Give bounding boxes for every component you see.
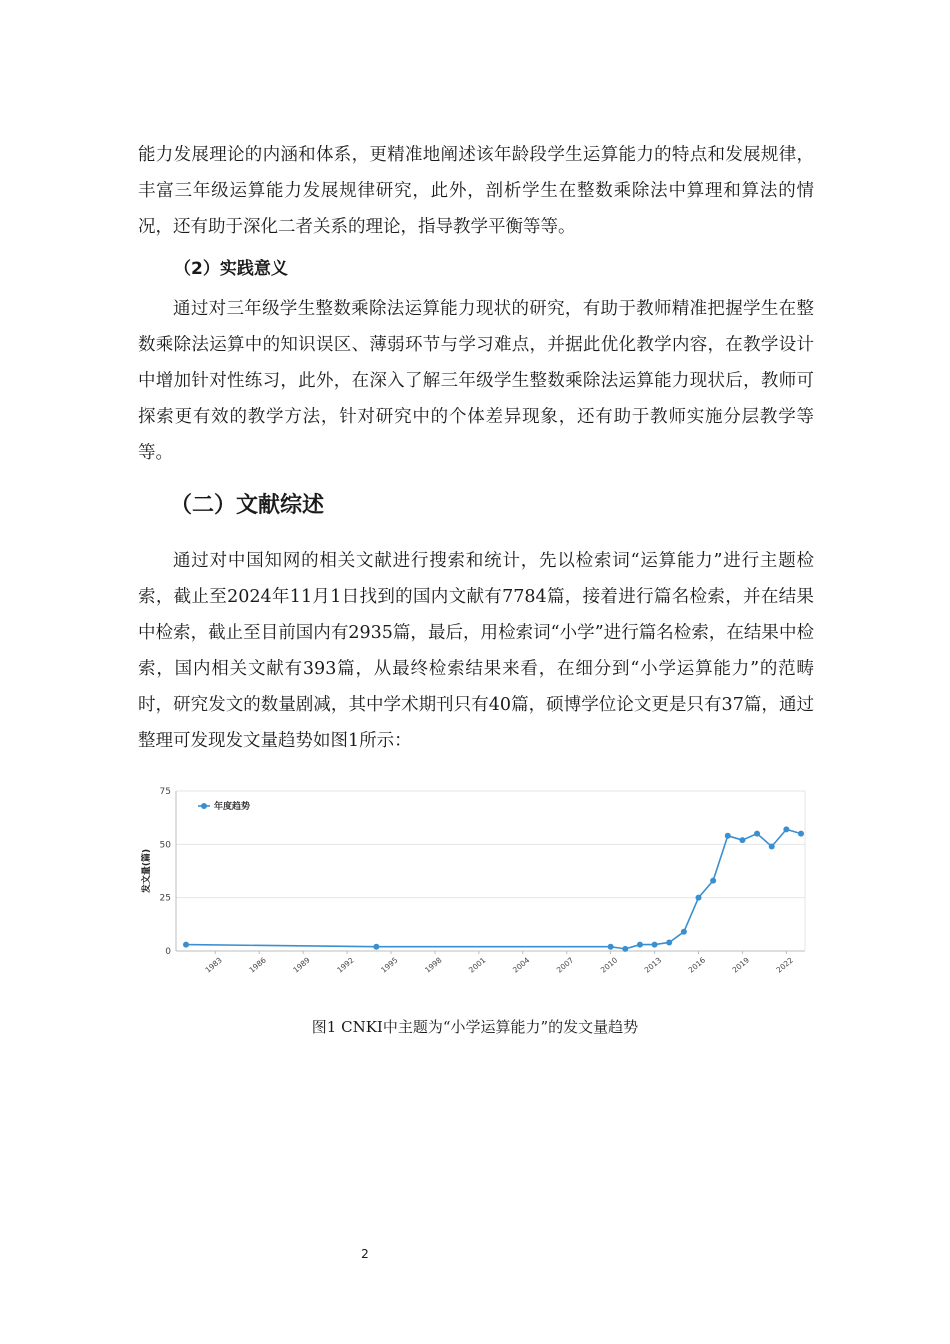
y-tick-label: 25	[159, 893, 171, 904]
paragraph-literature: 通过对中国知网的相关文献进行搜索和统计，先以检索词“运算能力”进行主题检索，截止至2024年11月1日找到的国内文献有7784篇，接着进行篇名检索，并在结果中检索，截止至目前国内有2935篇，最后，用检索词“小学”进行篇名检索，在结果中检索，国内相关文献有393篇，从最终检索结果来看，在细分到“小学运算能力”的范畴时，研究发文的数量剧减，其中学术期刊只有40篇，硕博学位论文更是只有37篇，通过整理可发现发文量趋势如图1所示：	[138, 551, 814, 751]
x-tick-label: 2001	[467, 955, 488, 975]
subheading-practical-significance: （2）实践意义	[174, 259, 288, 279]
data-point	[769, 843, 775, 849]
trend-line-chart	[140, 782, 812, 1002]
x-tick-label: 1989	[291, 955, 312, 975]
x-tick-label: 2019	[730, 955, 752, 975]
data-point	[754, 831, 760, 837]
x-tick-label: 1992	[335, 955, 356, 975]
data-point	[373, 944, 379, 950]
data-point	[696, 895, 702, 901]
data-point	[798, 831, 804, 837]
page-number: 2	[361, 1247, 369, 1261]
x-tick-label: 2013	[642, 955, 664, 975]
data-point	[725, 833, 731, 839]
legend-marker	[201, 803, 207, 809]
x-tick-label: 2010	[598, 955, 620, 975]
series-line	[186, 829, 801, 948]
y-tick-label: 0	[165, 947, 171, 957]
y-tick-label: 75	[159, 787, 171, 797]
section-title-literature-review: （二）文献综述	[170, 493, 325, 518]
data-point	[783, 826, 789, 832]
data-point	[637, 942, 643, 948]
data-point	[608, 944, 614, 950]
legend-label: 年度趋势	[214, 802, 251, 812]
figure-caption: 图1 CNKI中主题为“小学运算能力”的发文量趋势	[311, 1018, 639, 1036]
data-point	[622, 946, 628, 952]
x-tick-label: 1983	[203, 955, 224, 975]
data-point	[652, 942, 658, 948]
y-tick-label: 50	[159, 840, 171, 851]
x-tick-label: 2004	[510, 955, 532, 975]
x-tick-label: 1998	[423, 955, 444, 975]
y-axis-label: 发文量(篇)	[142, 848, 152, 894]
paragraph-practice: 通过对三年级学生整数乘除法运算能力现状的研究，有助于教师精准把握学生在整数乘除法运算中的知识误区、薄弱环节与学习难点，并据此优化教学内容，在教学设计中增加针对性练习，此外，在深入了解三年级学生整数乘除法运算能力现状后，教师可探索更有效的教学方法，针对研究中的个体差异现象，还有助于教师实施分层教学等等。	[138, 299, 814, 463]
data-point	[666, 939, 672, 945]
paragraph-theory: 能力发展理论的内涵和体系，更精准地阐述该年龄段学生运算能力的特点和发展规律，丰富三年级运算能力发展规律研究，此外，剖析学生在整数乘除法中算理和算法的情况，还有助于深化二者关系的理论，指导教学平衡等等。	[138, 145, 814, 237]
x-tick-label: 1986	[247, 955, 268, 975]
x-tick-label: 2022	[774, 955, 795, 975]
x-tick-label: 2007	[554, 955, 576, 975]
x-tick-label: 2016	[686, 955, 708, 975]
data-point	[183, 942, 189, 948]
data-point	[710, 878, 716, 884]
x-tick-label: 1995	[379, 955, 400, 975]
data-point	[681, 929, 687, 935]
data-point	[739, 837, 745, 843]
